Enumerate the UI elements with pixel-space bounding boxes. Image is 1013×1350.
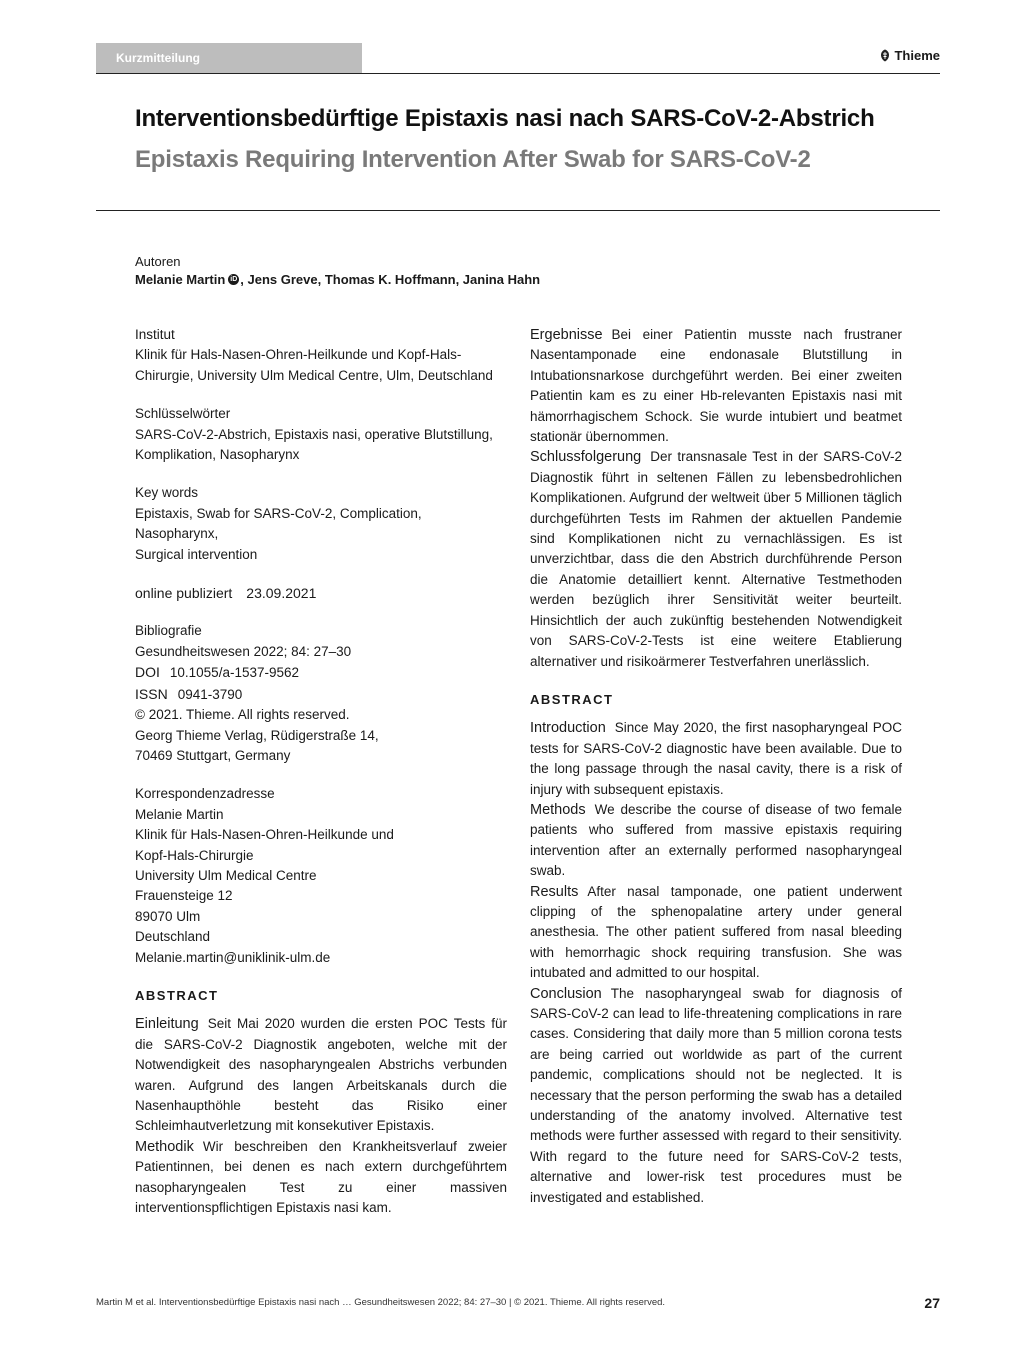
korr-line: Kopf-Hals-Chirurgie (135, 847, 254, 863)
methods-paragraph (530, 800, 902, 882)
authors-list (135, 272, 540, 287)
schluss-label: Schlussfolgerung (530, 449, 642, 466)
methods-label: Methods (530, 801, 586, 818)
title-rule (96, 210, 940, 211)
conclusion-paragraph (530, 984, 902, 1208)
korr-line: 89070 Ulm (135, 908, 201, 924)
article-type-tag: Kurzmitteilung (96, 43, 362, 74)
methodik-paragraph (135, 1137, 507, 1219)
einleitung-text: Seit Mai 2020 wurden die ersten POC Tests für die SARS-CoV-2 Diagnostik angeboten, welche mit der Notwendigkeit des nasopharyngealen Abstrichs verbunden waren. Aufgrund des langen Arbeitskanals durch die Nasenhaupthöhle besteht das Risiko einer Schleimhautverletzung mit konsekutiver Epistaxis. (135, 1016, 507, 1134)
title-german: Interventionsbedürftige Epistaxis nasi nach SARS-CoV-2-Abstrich (135, 105, 875, 132)
issn-label: ISSN (135, 685, 168, 702)
right-column (530, 325, 902, 1208)
korr-line: Melanie Martin (135, 806, 224, 822)
korr-line: Frauensteige 12 (135, 888, 233, 904)
keywords-label: Key words (135, 485, 199, 501)
methods-text: We describe the course of disease of two female patients who suffered from massive epistaxis requiring intervention after an externally performed nasopharyngeal swab. (530, 801, 902, 879)
publisher-address-line: Georg Thieme Verlag, Rüdigerstraße 14, (135, 727, 379, 743)
schluessel-line: SARS-CoV-2-Abstrich, Epistaxis nasi, operative Blutstillung, (135, 426, 493, 442)
introduction-paragraph (530, 718, 902, 800)
bibliografie-block (135, 621, 507, 766)
korr-email[interactable]: Melanie.martin@uniklinik-ulm.de (135, 949, 331, 965)
title-english: Epistaxis Requiring Intervention After Swab for SARS-CoV-2 (135, 146, 811, 173)
institut-line: Chirurgie, University Ulm Medical Centre, Ulm, Deutschland (135, 367, 493, 383)
issn-value: 0941-3790 (177, 686, 243, 702)
einleitung-label: Einleitung (135, 1016, 199, 1033)
author-first[interactable]: Melanie Martin (135, 272, 226, 287)
keywords-line: Epistaxis, Swab for SARS-CoV-2, Complication, Nasopharynx, (135, 505, 422, 542)
author-rest: , Jens Greve, Thomas K. Hoffmann, Janina Hahn (240, 272, 541, 287)
ergebnisse-label: Ergebnisse (530, 327, 603, 343)
orcid-icon[interactable]: iD (230, 276, 238, 283)
korr-line: Deutschland (135, 929, 211, 945)
header-rule (96, 73, 940, 74)
keywords-line: Surgical intervention (135, 546, 258, 562)
institut-line: Klinik für Hals-Nasen-Ohren-Heilkunde und Kopf-Hals- (135, 347, 462, 363)
results-label: Results (530, 883, 579, 900)
online-date: 23.09.2021 (246, 585, 317, 602)
section-spacer (530, 672, 902, 690)
doi-label: DOI (135, 664, 160, 681)
introduction-label: Introduction (530, 720, 606, 737)
page-number: 27 (924, 1295, 940, 1311)
issn-row (135, 684, 507, 705)
korr-line: Klinik für Hals-Nasen-Ohren-Heilkunde und (135, 827, 394, 843)
authors-label: Autoren (135, 254, 181, 269)
korrespondenz-block (135, 784, 507, 968)
doi-row (135, 662, 507, 683)
keywords-block (135, 483, 507, 565)
doi-value[interactable]: 10.1055/a-1537-9562 (169, 665, 300, 681)
methodik-label: Methodik (135, 1138, 194, 1155)
schluessel-block (135, 404, 507, 465)
methodik-text: Wir beschreiben den Krankheitsverlauf zweier Patientinnen, bei denen es nach extern durchgeführtem nasopharyngealen Test zu einer massiven interventionspflichtigen Epistaxis nasi kam. (135, 1138, 507, 1216)
korr-line: University Ulm Medical Centre (135, 867, 317, 883)
left-column (135, 325, 507, 1218)
einleitung-paragraph (135, 1014, 507, 1136)
biblio-journal: Gesundheitswesen 2022; 84: 27–30 (135, 643, 352, 659)
introduction-text: Since May 2020, the first nasopharyngeal POC tests for SARS-CoV-2 diagnostic have been available. Due to the long passage through the nasal cavity, there is a risk of injury with subsequent epistaxis. (530, 720, 902, 797)
ergebnisse-paragraph (530, 325, 902, 447)
schluessel-line: Komplikation, Nasopharynx (135, 447, 300, 463)
schluessel-label: Schlüsselwörter (135, 406, 231, 422)
publisher-logo (880, 48, 940, 63)
publisher-name: Thieme (894, 48, 940, 63)
copyright: © 2021. Thieme. All rights reserved. (135, 707, 350, 723)
thieme-logo-icon (880, 49, 890, 62)
results-text: After nasal tamponade, one patient underwent clipping of the sphenopalatine artery under general anesthesia. The other patient suffered from nasal bleeding with hemorrhagic shock requiring transfusion. She was intubated and admitted to our hospital. (530, 883, 902, 981)
institut-label: Institut (135, 327, 175, 342)
abstract-heading-en: ABSTRACT (530, 691, 614, 707)
biblio-label: Bibliografie (135, 623, 202, 639)
abstract-heading-de: ABSTRACT (135, 987, 219, 1003)
schluss-paragraph (530, 447, 902, 671)
schluss-text: Der transnasale Test in der SARS-CoV-2 Diagnostik führt in seltenen Fällen zu lebensbedrohlichen Komplikationen. Aufgrund der weltweit über 5 Millionen täglich durchgeführten Tests im Rahmen der aktuellen Pandemie sind Komplikationen nicht zu vernachlässigen. Es ist unverzichtbar, dass die den Abstrich durchführende Person die Anatomie detailliert kennt. Alternative Testmethoden werden bezüglich ihrer Sensitivität weiter beurteilt. Hinsichtlich der auch zukünftig bestehenden Notwendigkeit von SARS-CoV-2-Tests ist eine weitere Etablierung alternativer und risikoärmerer Testverfahren unerlässlich. (530, 449, 902, 669)
results-paragraph (530, 882, 902, 984)
online-published (135, 583, 507, 603)
conclusion-text: The nasopharyngeal swab for diagnosis of SARS-CoV-2 can lead to life-threatening complications in rare cases. Considering that daily more than 5 million corona tests are being carried out worldwide as part of the current pandemic, complications should not be neglected. It is necessary that the person performing the swab has a detailed understanding of the anatomy involved. Alternative test methods were further assessed with regard to their sensitivity. With regard to the future need for SARS-CoV-2 tests, alternative and lower-risk test procedures must be investigated and established. (530, 985, 902, 1205)
online-label: online publiziert (135, 585, 233, 602)
korr-label: Korrespondenzadresse (135, 786, 275, 802)
ergebnisse-text: Bei einer Patientin musste nach frustraner Nasentamponade eine endonasale Blutstillung in Intubationsnarkose durchgeführt werden. Bei einer zweiten Patientin kam es zu einer Hb-relevanten Epistaxis nasi mit hämorrhagischem Schock. Sie wurde intubiert und beatmet stationär übernommen. (530, 327, 902, 445)
footer-citation: Martin M et al. Interventionsbedürftige Epistaxis nasi nach … Gesundheitswesen 2022; 84: 27–30 | © 2021. Thieme. All rights reserved. (96, 1297, 666, 1308)
institut-block (135, 325, 507, 386)
conclusion-label: Conclusion (530, 985, 602, 1002)
publisher-address-line: 70469 Stuttgart, Germany (135, 747, 291, 763)
